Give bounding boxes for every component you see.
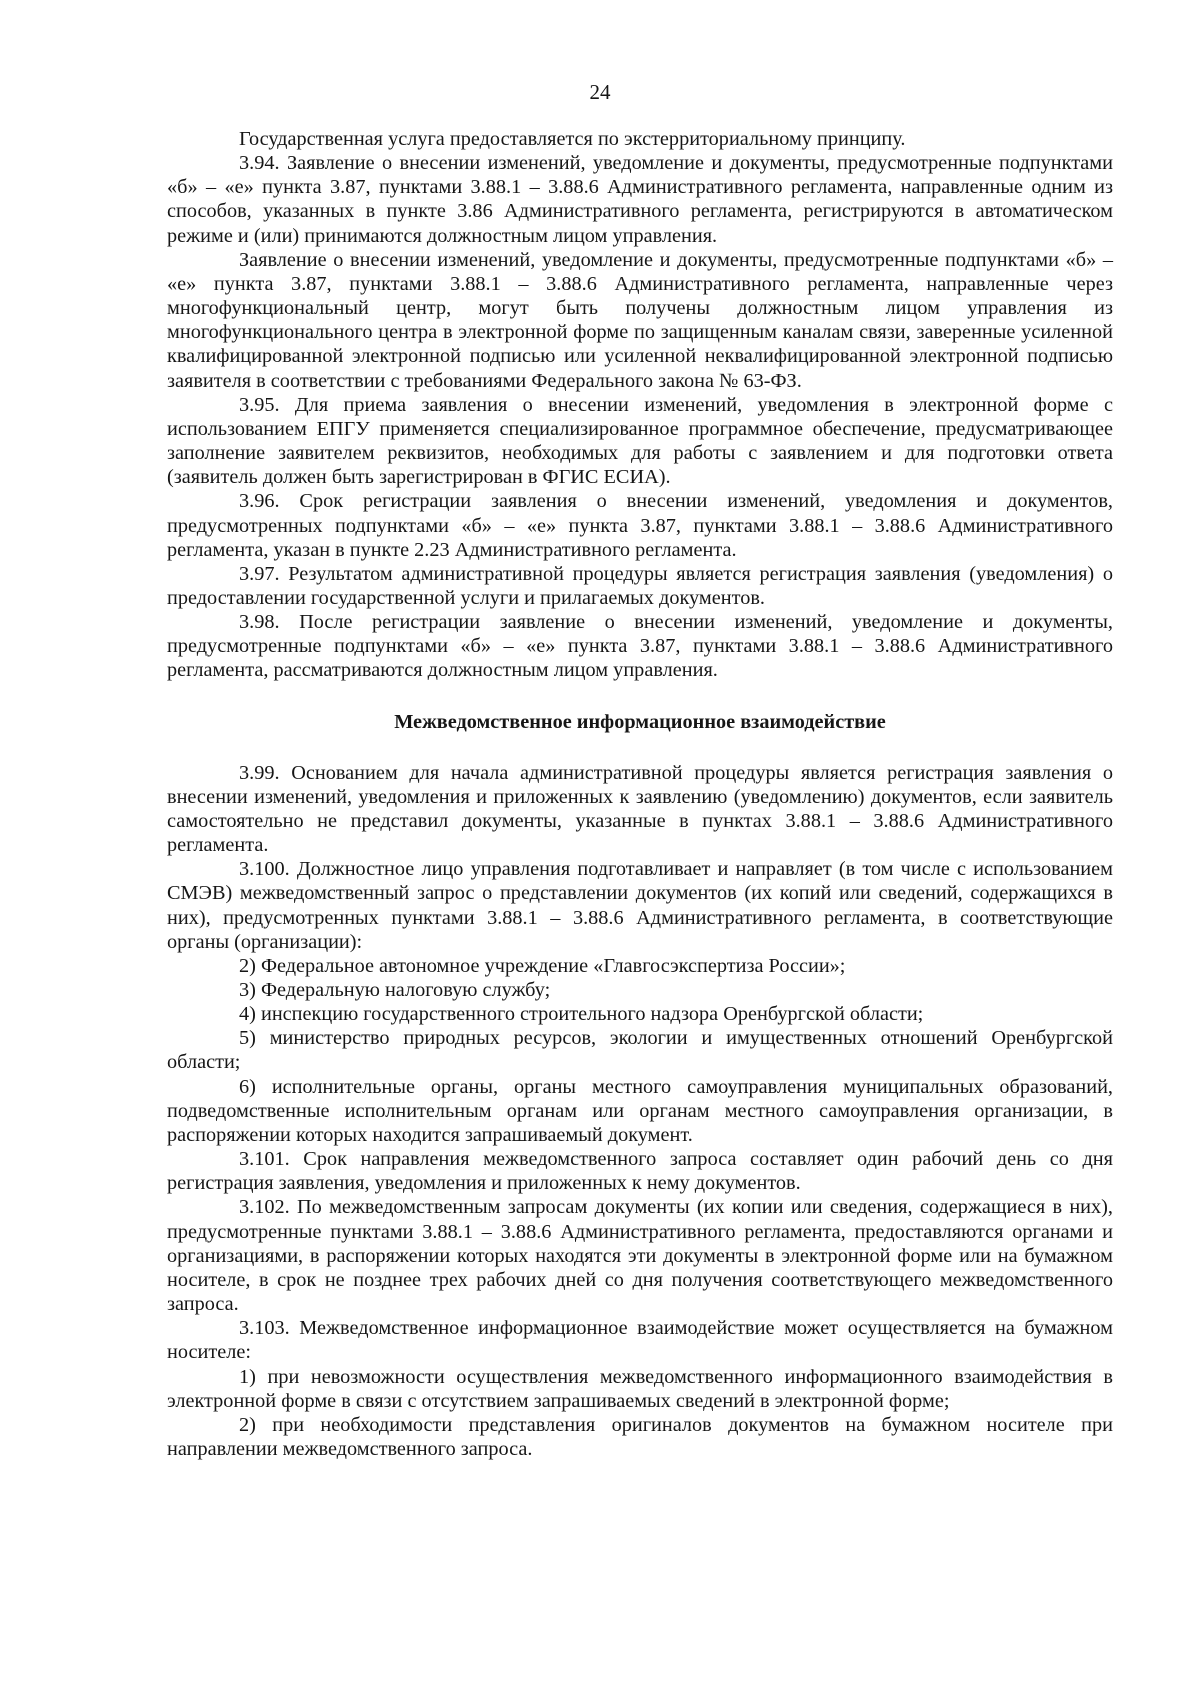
document-body — [167, 127, 1113, 1461]
paragraph-3-103: 3.103. Межведомственное информационное взаимодействие может осуществляется на бумажном носителе: — [167, 1317, 1113, 1364]
paragraph-3-101: 3.101. Срок направления межведомственного запроса составляет один рабочий день со дня регистрация заявления, уведомления и приложенных к нему документов. — [167, 1148, 1113, 1195]
paragraph-3-99: 3.99. Основанием для начала административной процедуры является регистрация заявления о внесении изменений, уведомления и приложенных к заявлению (уведомлению) документов, если заявитель самостоятельно не представил документы, указанные в пунктах 3.88.1 – 3.88.6 Административного регламента. — [167, 761, 1113, 857]
paragraph-3-96: 3.96. Срок регистрации заявления о внесении изменений, уведомления и документов, предусмотренных подпунктами «б» – «е» пункта 3.87, пунктами 3.88.1 – 3.88.6 Административного регламента, указан в пункте 2.23 Административного регламента. — [167, 490, 1113, 561]
page-number: 24 — [589, 80, 611, 104]
list-item-6: 6) исполнительные органы, органы местного самоуправления муниципальных образований, подведомственные исполнительным органам или органам местного самоуправления организации, в распоряжении которых находится запрашиваемый документ. — [167, 1075, 1113, 1146]
paragraph-3-100: 3.100. Должностное лицо управления подготавливает и направляет (в том числе с использованием СМЭВ) межведомственный запрос о представлении документов (их копий или сведений, содержащихся в них), предусмотренных пунктами 3.88.1 – 3.88.6 Административного регламента, в соответствующие органы (организации): — [167, 858, 1113, 953]
paragraph-extraterritorial: Государственная услуга предоставляется по экстерриториальному принципу. — [239, 128, 906, 150]
paragraph-3-94: 3.94. Заявление о внесении изменений, уведомление и документы, предусмотренные подпунктами «б» – «е» пункта 3.87, пунктами 3.88.1 – 3.88.6 Административного регламента, направленные одним из способов, указанных в пункте 3.86 Административного регламента, регистрируются в автоматическом режиме и (или) принимаются должностным лицом управления. — [167, 152, 1113, 247]
sublist-item-1: 1) при невозможности осуществления межведомственного информационного взаимодействия в электронной форме в связи с отсутствием запрашиваемых сведений в электронной форме; — [167, 1365, 1113, 1412]
list-item-3: 3) Федеральную налоговую службу; — [239, 979, 551, 1001]
list-item-4: 4) инспекцию государственного строительного надзора Оренбургской области; — [239, 1003, 924, 1026]
list-item-5: 5) министерство природных ресурсов, экологии и имущественных отношений Оренбургской области; — [167, 1027, 1113, 1074]
paragraph-3-102: 3.102. По межведомственным запросам документы (их копии или сведения, содержащиеся в них), предусмотренные пунктами 3.88.1 – 3.88.6 Административного регламента, предоставляются органами и организациями, в распоряжении которых находятся эти документы в электронной форме или на бумажном носителе, в срок не позднее трех рабочих дней со дня получения соответствующего межведомственного запроса. — [167, 1196, 1113, 1316]
paragraph-3-97: 3.97. Результатом административной процедуры является регистрация заявления (уведомления) о предоставлении государственной услуги и прилагаемых документов. — [167, 562, 1113, 609]
paragraph-3-95: 3.95. Для приема заявления о внесении изменений, уведомления в электронной форме с использованием ЕПГУ применяется специализированное программное обеспечение, предусматривающее заполнение заявителем реквизитов, необходимых для работы с заявлением и для подготовки ответа (заявитель должен быть зарегистрирован в ФГИС ЕСИА). — [167, 393, 1113, 489]
sublist-item-2: 2) при необходимости представления оригиналов документов на бумажном носителе при направлении межведомственного запроса. — [167, 1413, 1113, 1460]
list-item-2: 2) Федеральное автономное учреждение «Главгосэкспертиза России»; — [239, 954, 846, 977]
paragraph-3-98: 3.98. После регистрации заявление о внесении изменений, уведомление и документы, предусмотренные подпунктами «б» – «е» пункта 3.87, пунктами 3.88.1 – 3.88.6 Административного регламента, рассматриваются должностным лицом управления. — [167, 611, 1113, 682]
paragraph-3-94-mfc: Заявление о внесении изменений, уведомление и документы, предусмотренные подпунктами «б» – «е» пункта 3.87, пунктами 3.88.1 – 3.88.6 Административного регламента, направленные через многофункциональный центр, могут быть получены должностным лицом управления из многофункционального центра в электронной форме по защищенным каналам связи, заверенные усиленной квалифицированной электронной подписью или усиленной неквалифицированной электронной подписью заявителя в соответствии с требованиями Федерального закона № 63-ФЗ. — [167, 248, 1113, 392]
section-heading: Межведомственное информационное взаимодействие — [394, 710, 886, 733]
